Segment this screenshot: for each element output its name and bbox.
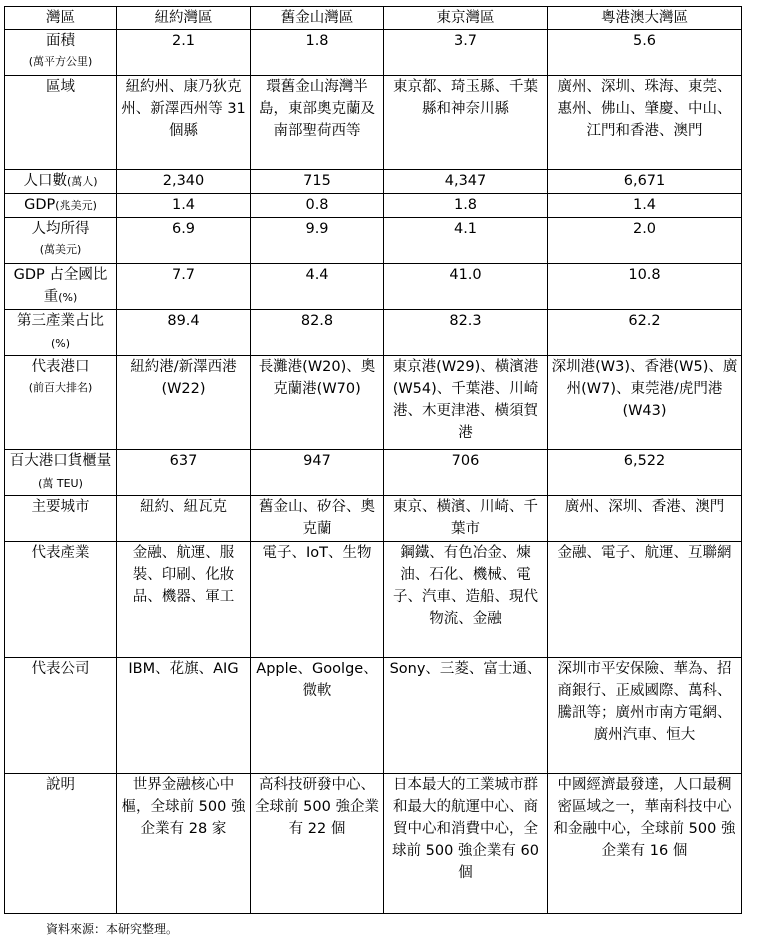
table-cell: 世界金融核心中樞，全球前 500 強企業有 28 家 [117,774,251,914]
table-cell: 4.4 [251,264,384,310]
table-cell: 長灘港(W20)、奧克蘭港(W70) [251,356,384,450]
row-label [5,30,117,76]
source-note: 資料來源：本研究整理。 [46,922,179,936]
table-row-tertiary-share [5,310,742,356]
table-cell: 環舊金山海灣半島，東部奧克蘭及南部聖荷西等 [251,76,384,170]
table-cell: 6,671 [548,170,742,194]
table-cell: 7.7 [117,264,251,310]
table-cell: 706 [384,450,548,496]
table-cell: 715 [251,170,384,194]
table-cell: 1.8 [384,194,548,218]
row-label: 區域 [5,76,117,170]
header-cell: 東京灣區 [384,7,548,30]
table-cell: 紐約、紐瓦克 [117,496,251,542]
table-cell: 10.8 [548,264,742,310]
row-label-text: 人口數 [23,173,67,189]
row-label [5,264,117,310]
row-label [5,170,117,194]
table-cell: 2.1 [117,30,251,76]
table-cell: 東京都、琦玉縣、千葉縣和神奈川縣 [384,76,548,170]
table-row-per-capita-income [5,218,742,264]
row-label-text: 代表港口 [31,359,90,375]
table-cell: 637 [117,450,251,496]
row-label [5,356,117,450]
table-cell: 日本最大的工業城市群和最大的航運中心、商貿中心和消費中心，全球前 500 強企業有 60 個 [384,774,548,914]
table-cell: 6,522 [548,450,742,496]
table-cell: 1.4 [117,194,251,218]
row-label [5,310,117,356]
table-cell: IBM、花旗、AIG [117,658,251,774]
header-cell: 粵港澳大灣區 [548,7,742,30]
row-label-text: GDP [24,197,56,213]
table-cell: 9.9 [251,218,384,264]
table-cell: 82.8 [251,310,384,356]
table-cell: 4.1 [384,218,548,264]
table-row-major-cities [5,496,742,542]
row-label-unit: (前百大排名) [28,381,93,394]
table-cell: 947 [251,450,384,496]
row-label-text: 人均所得 [31,221,90,237]
table-cell: 東京港(W29)、橫濱港(W54)、千葉港、川崎港、木更津港、橫須賀港 [384,356,548,450]
table-cell: 紐約港/新澤西港(W22) [117,356,251,450]
table-row-population [5,170,742,194]
table-cell: 3.7 [384,30,548,76]
row-label [5,450,117,496]
table-cell: 金融、電子、航運、互聯網 [548,542,742,658]
table-cell: 62.2 [548,310,742,356]
table-cell: 2,340 [117,170,251,194]
table-row-companies [5,658,742,774]
row-label-unit: (%) [50,337,71,350]
table-cell: 鋼鐵、有色冶金、煉油、石化、機械、電子、汽車、造船、現代物流、金融 [384,542,548,658]
table-cell: 深圳市平安保險、華為、招商銀行、正威國際、萬科、騰訊等；廣州市南方電網、廣州汽車、恒大 [548,658,742,774]
table-cell: 電子、IoT、生物 [251,542,384,658]
row-label: 代表產業 [5,542,117,658]
table-cell: 東京、橫濱、川崎、千葉市 [384,496,548,542]
table-cell: 4,347 [384,170,548,194]
table-cell: 廣州、深圳、香港、澳門 [548,496,742,542]
table-header-row [5,7,742,30]
row-label-text: 百大港口貨櫃量 [9,453,112,469]
header-cell: 紐約灣區 [117,7,251,30]
row-label: 代表公司 [5,658,117,774]
table-row-ports [5,356,742,450]
row-label-text: 面積 [46,33,75,49]
table-cell: 2.0 [548,218,742,264]
table-cell: 82.3 [384,310,548,356]
table-cell: Sony、三菱、富士通、 [384,658,548,774]
row-label-unit: (萬人) [66,175,98,188]
table-cell: 1.4 [548,194,742,218]
row-label: 主要城市 [5,496,117,542]
row-label [5,194,117,218]
header-cell: 舊金山灣區 [251,7,384,30]
row-label: 說明 [5,774,117,914]
table-cell: 廣州、深圳、珠海、東莞、惠州、佛山、肇慶、中山、江門和香港、澳門 [548,76,742,170]
row-label-unit: (%) [58,291,78,304]
table-cell: 深圳港(W3)、香港(W5)、廣州(W7)、東莞港/虎門港(W43) [548,356,742,450]
table-cell: 41.0 [384,264,548,310]
table-row-description [5,774,742,914]
row-label-unit: (兆美元) [55,199,97,212]
table-cell: 金融、航運、服裝、印刷、化妝品、機器、軍工 [117,542,251,658]
table-row-area [5,30,742,76]
table-cell: 中國經濟最發達，人口最稠密區域之一，華南科技中心和金融中心，全球前 500 強企業有 16 個 [548,774,742,914]
row-label-text: 第三產業占比 [17,313,104,329]
table-row-gdp-share [5,264,742,310]
table-cell: 5.6 [548,30,742,76]
table-row-gdp [5,194,742,218]
row-label-unit: (萬平方公里) [28,55,93,68]
header-cell: 灣區 [5,7,117,30]
table-cell: Apple、Goolge、微軟 [251,658,384,774]
table-cell: 舊金山、矽谷、奧克蘭 [251,496,384,542]
table-cell: 89.4 [117,310,251,356]
bay-area-comparison-table [4,6,742,914]
table-row-industries [5,542,742,658]
table-cell: 高科技研發中心、全球前 500 強企業有 22 個 [251,774,384,914]
table-cell: 紐約州、康乃狄克州、新澤西州等 31 個縣 [117,76,251,170]
table-cell: 0.8 [251,194,384,218]
row-label-text: GDP 占全國比重 [13,267,108,305]
row-label-unit: (萬 TEU) [38,477,83,490]
table-cell: 6.9 [117,218,251,264]
row-label-unit: (萬美元) [39,243,82,256]
table-row-region [5,76,742,170]
table-row-container-volume [5,450,742,496]
table-cell: 1.8 [251,30,384,76]
row-label [5,218,117,264]
